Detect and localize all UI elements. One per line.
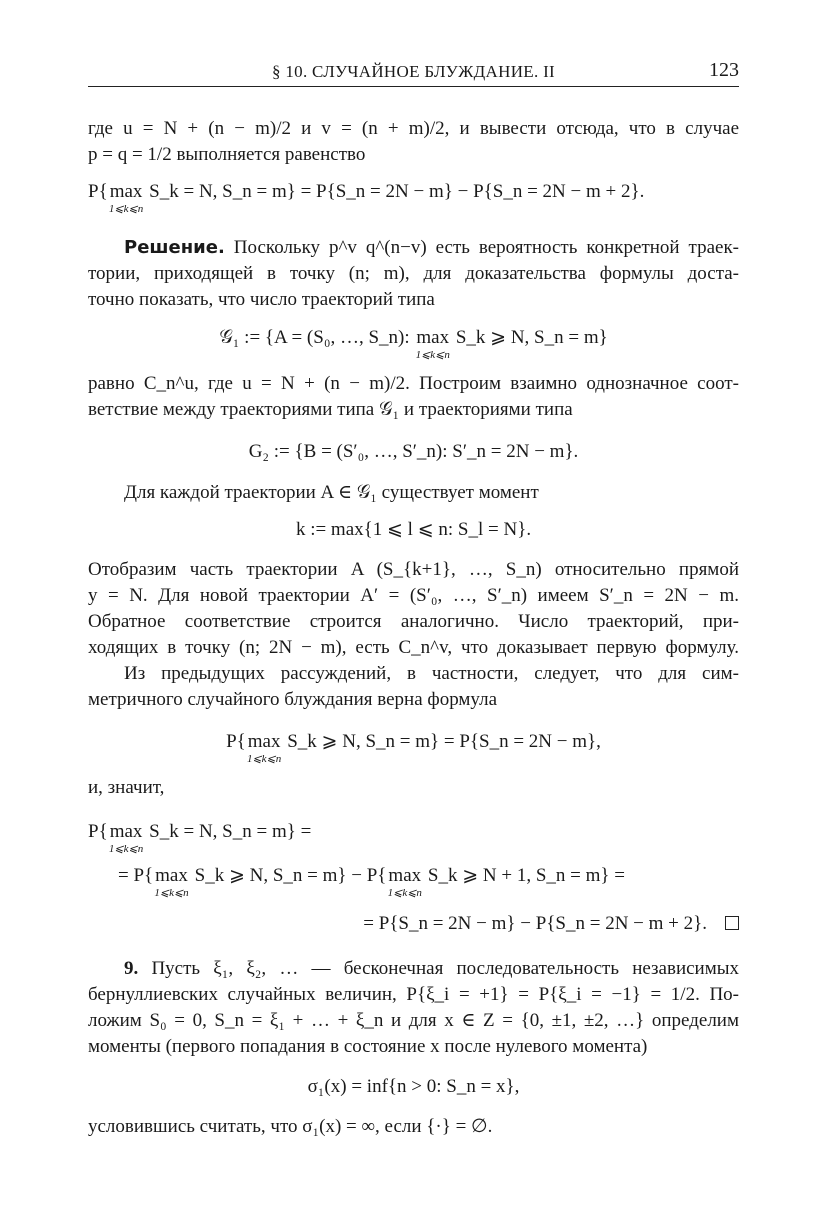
max-word: max <box>247 731 281 752</box>
text-line: y = N. Для новой траектории A′ = (S′₀, …, S′_n) имеем S′_n = 2N − m. <box>88 585 739 606</box>
text-line: условившись считать, что σ₁(x) = ∞, если {·} = ∅. <box>88 1116 493 1137</box>
formula-5 <box>88 730 739 765</box>
formula-part: P{ <box>226 731 246 752</box>
formula-part: S_k ⩾ N, S_n = m} <box>455 327 608 348</box>
text-line: равно C_n^u, где u = N + (n − m)/2. Построим взаимно однозначное соот- <box>88 373 739 394</box>
text-line: метричного случайного блуждания верна формула <box>88 689 498 710</box>
formula-part: 𝒢₁ := {A = (S₀, …, S_n): <box>219 327 410 348</box>
page-number: 123 <box>709 59 739 81</box>
text-line: моменты (первого попадания в состояние x после нулевого момента) <box>88 1036 648 1057</box>
text-line: Отобразим часть траектории A (S_{k+1}, …, S_n) относительно прямой <box>88 559 739 580</box>
formula-part: = P{S_n = 2N − m} − P{S_n = 2N − m + 2}. <box>363 913 707 934</box>
text-line: ложим S₀ = 0, S_n = ξ₁ + … + ξ_n и для x ∈ Z = {0, ±1, ±2, …} определим <box>88 1010 739 1031</box>
formula-part: P{ <box>88 181 108 202</box>
max-word: max <box>416 327 450 348</box>
formula-6a <box>88 820 739 855</box>
running-header <box>88 58 739 87</box>
text-line: ветствие между траекториями типа 𝒢₁ и траекториями типа <box>88 399 573 420</box>
formula-part: S_k ⩾ N, S_n = m} = P{S_n = 2N − m}, <box>287 731 601 752</box>
text-line: бернуллиевских случайных величин, P{ξ_i = +1} = P{ξ_i = −1} = 1/2. По- <box>88 984 739 1005</box>
max-operator <box>414 326 451 361</box>
formula-6c <box>88 912 739 936</box>
formula-1 <box>88 180 739 215</box>
solution-label: Решение. <box>124 237 225 258</box>
text-line: Из предыдущих рассуждений, в частности, следует, что для сим- <box>124 663 739 684</box>
formula-7: σ₁(x) = inf{n > 0: S_n = x}, <box>307 1076 520 1097</box>
qed-square-icon <box>725 916 739 930</box>
max-word: max <box>109 821 143 842</box>
text-line: ходящих в точку (n; 2N − m), есть C_n^v, что доказывает первую формулу. <box>88 637 739 658</box>
text-line: Обратное соответствие строится аналогично. Число траекторий, при- <box>88 611 739 632</box>
max-word: max <box>109 181 143 202</box>
solution-first-line <box>88 236 739 260</box>
max-limits: 1⩽k⩽n <box>108 203 144 215</box>
text-line: где u = N + (n − m)/2 и v = (n + m)/2, и вывести отсюда, что в случае <box>88 118 739 139</box>
formula-4: k := max{1 ⩽ l ⩽ n: S_l = N}. <box>295 519 532 540</box>
max-limits: 1⩽k⩽n <box>246 753 282 765</box>
max-limits: 1⩽k⩽n <box>415 349 450 361</box>
text-line: p = q = 1/2 выполняется равенство <box>88 144 366 165</box>
formula-6b <box>118 864 739 899</box>
formula-part: = P{ <box>118 865 154 886</box>
max-limits: 1⩽k⩽n <box>108 843 144 855</box>
formula-part: P{ <box>88 821 108 842</box>
max-word: max <box>155 865 188 886</box>
text-line: Для каждой траектории A ∈ 𝒢₁ существует момент <box>124 482 539 503</box>
max-operator <box>108 820 145 855</box>
formula-part: S_k = N, S_n = m} = P{S_n = 2N − m} − P{S_n = 2N − m + 2}. <box>149 181 645 202</box>
max-limits: 1⩽k⩽n <box>387 887 422 899</box>
text-line: и, значит, <box>88 777 165 798</box>
max-limits: 1⩽k⩽n <box>154 887 189 899</box>
problem-9-first-line <box>88 957 739 981</box>
max-operator <box>153 864 190 899</box>
max-operator <box>246 730 283 765</box>
max-operator <box>386 864 423 899</box>
formula-part: S_k ⩾ N + 1, S_n = m} = <box>427 865 625 886</box>
formula-part: S_k = N, S_n = m} = <box>149 821 312 842</box>
text-line: Пусть ξ₁, ξ₂, … — бесконечная последовательность независимых <box>151 958 739 979</box>
max-word: max <box>388 865 422 886</box>
text-line: тории, приходящей в точку (n; m), для доказательства формулы доста- <box>88 263 739 284</box>
section-title: § 10. СЛУЧАЙНОЕ БЛУЖДАНИЕ. II <box>272 62 555 81</box>
formula-part: S_k ⩾ N, S_n = m} − P{ <box>194 865 387 886</box>
formula-3: G₂ := {B = (S′₀, …, S′_n): S′_n = 2N − m}. <box>248 441 579 462</box>
text-line: точно показать, что число траекторий типа <box>88 289 435 310</box>
max-operator <box>108 180 145 215</box>
formula-2 <box>88 326 739 361</box>
text-line: Поскольку p^v q^(n−v) есть вероятность конкретной траек- <box>233 237 740 258</box>
problem-number: 9. <box>124 958 139 979</box>
